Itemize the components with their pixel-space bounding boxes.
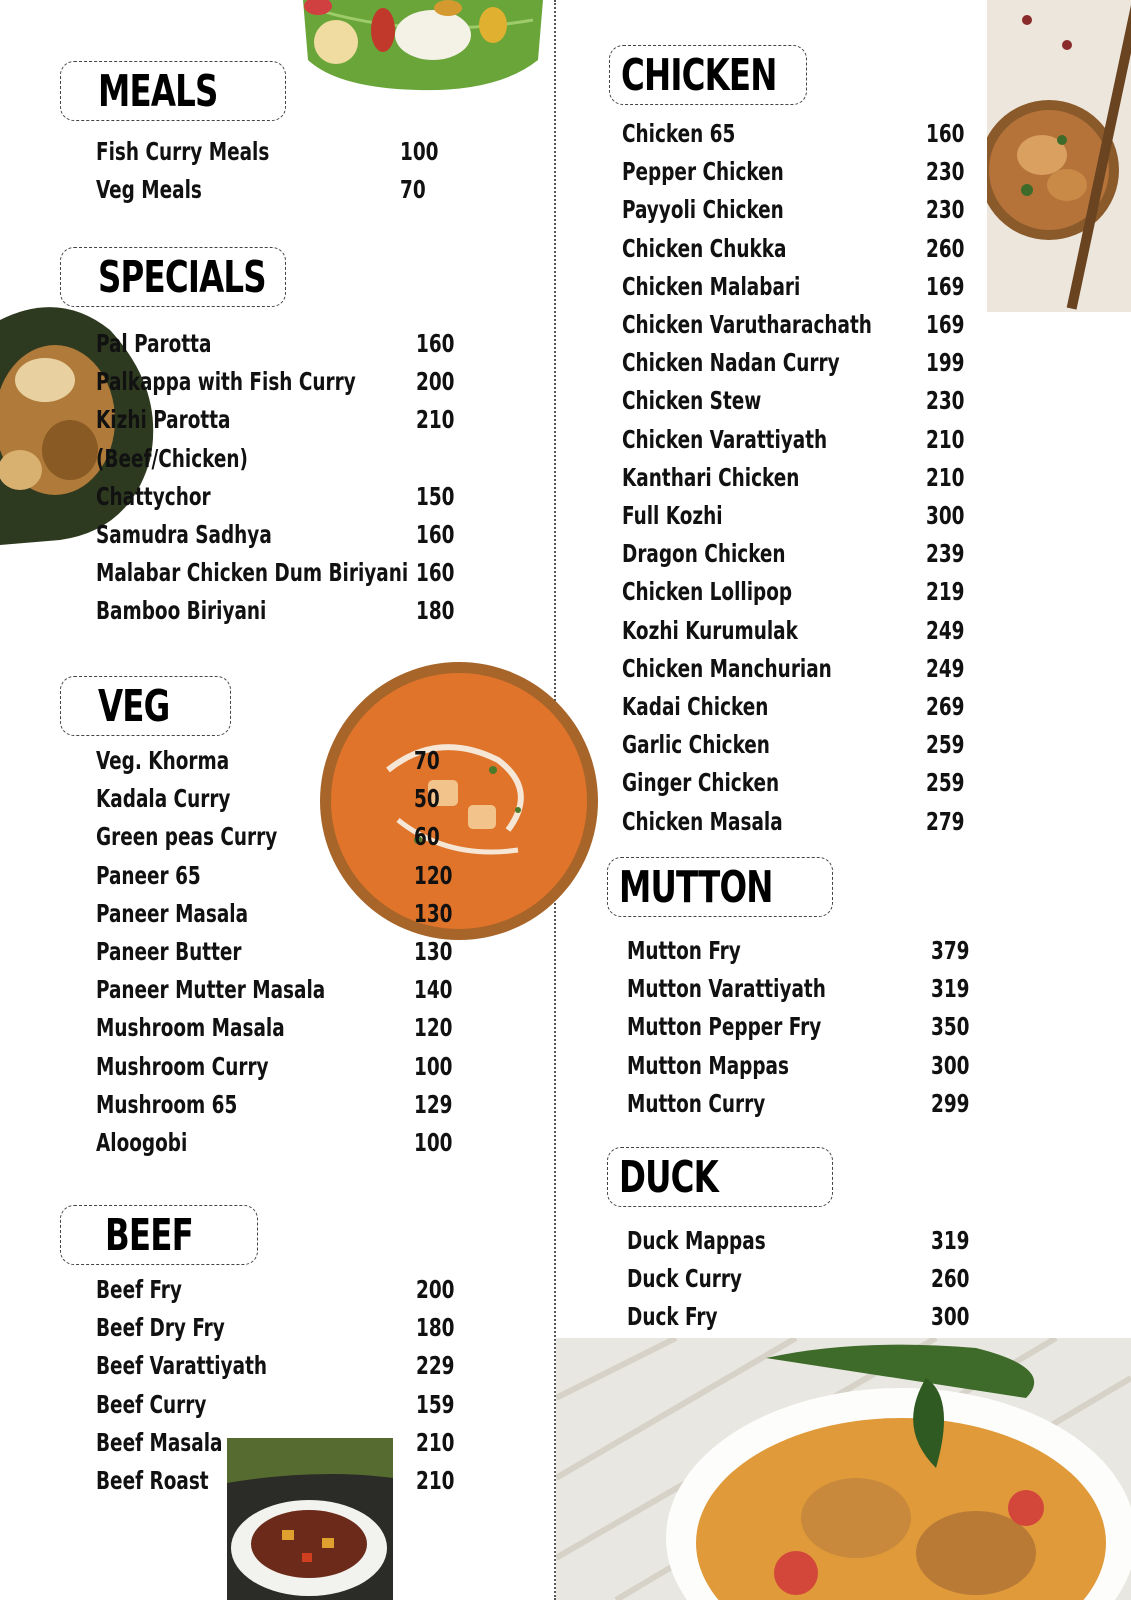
item-name: Paneer Mutter Masala — [96, 975, 326, 1005]
item-name: Paneer Masala — [96, 898, 249, 928]
item-price: 150 — [416, 481, 455, 511]
item-price: 300 — [931, 1050, 970, 1080]
item-name: Kozhi Kurumulak — [622, 615, 798, 645]
item-name: Ginger Chicken — [622, 768, 780, 798]
chicken-title: CHICKEN — [621, 50, 777, 101]
item-name: Mutton Fry — [627, 936, 741, 965]
item-name: Pal Parotta — [96, 329, 212, 358]
item-name: Beef Roast — [96, 1466, 209, 1495]
item-price: 319 — [931, 974, 970, 1004]
item-name: Paneer Butter — [96, 937, 242, 966]
item-price: 70 — [414, 746, 440, 775]
item-name: Veg. Khorma — [96, 746, 230, 775]
item-name: Chicken Nadan Curry — [622, 348, 840, 378]
item-name: Chicken Chukka — [622, 233, 787, 263]
item-name: Kanthari Chicken — [622, 462, 800, 492]
item-name: Kadala Curry — [96, 784, 231, 814]
item-name: Duck Mappas — [627, 1226, 766, 1255]
item-price: 279 — [926, 806, 965, 836]
item-name: Mutton Pepper Fry — [627, 1012, 822, 1042]
item-price: 100 — [414, 1051, 453, 1081]
item-name: Beef Curry — [96, 1389, 207, 1419]
item-price: 160 — [416, 520, 455, 549]
item-name: Garlic Chicken — [622, 730, 770, 760]
item-price: 60 — [414, 822, 440, 852]
veg-title: VEG — [98, 681, 170, 732]
item-price: 210 — [926, 424, 965, 454]
item-name: Palkappa with Fish Curry — [96, 367, 356, 397]
banana-leaf-meal-image — [298, 0, 548, 92]
item-price: 210 — [416, 1427, 455, 1457]
item-price: 259 — [926, 768, 965, 798]
item-name: Chicken Malabari — [622, 271, 801, 301]
item-name: Kizhi Parotta — [96, 405, 231, 435]
beef-title: BEEF — [105, 1210, 193, 1261]
item-name: Chicken Manchurian — [622, 653, 832, 683]
item-name: Mutton Curry — [627, 1088, 766, 1118]
chicken-curry-bowl-image — [987, 0, 1131, 312]
item-price: 300 — [926, 501, 965, 530]
item-price: 230 — [926, 195, 965, 225]
item-price: 120 — [414, 1013, 453, 1043]
beef-roast-plate-image — [227, 1438, 393, 1600]
item-name: Fish Curry Meals — [96, 137, 270, 166]
item-price: 129 — [414, 1089, 453, 1119]
item-name: Chicken Stew — [622, 386, 762, 416]
item-price: 210 — [416, 1466, 455, 1495]
item-price: 350 — [931, 1012, 970, 1042]
item-price: 100 — [400, 137, 439, 166]
item-price: 229 — [416, 1351, 455, 1381]
item-name: Samudra Sadhya — [96, 520, 272, 549]
item-price: 130 — [414, 898, 453, 928]
item-price: 239 — [926, 539, 965, 569]
item-price: 140 — [414, 975, 453, 1005]
item-price: 50 — [414, 784, 440, 814]
item-name: (Beef/Chicken) — [96, 443, 248, 473]
item-name: Paneer 65 — [96, 860, 201, 890]
item-price: 210 — [416, 405, 455, 435]
duck-title: DUCK — [619, 1152, 719, 1203]
item-name: Green peas Curry — [96, 822, 278, 852]
mutton-curry-bowl-image — [556, 1338, 1131, 1600]
item-name: Mushroom Curry — [96, 1051, 269, 1081]
item-name: Payyoli Chicken — [622, 195, 784, 225]
item-name: Chicken Masala — [622, 806, 783, 836]
item-price: 319 — [931, 1226, 970, 1255]
item-price: 180 — [416, 596, 455, 626]
item-name: Pepper Chicken — [622, 157, 784, 187]
item-price: 160 — [416, 329, 455, 358]
item-name: Chicken Lollipop — [622, 577, 793, 607]
item-name: Mutton Varattiyath — [627, 974, 826, 1004]
item-name: Dragon Chicken — [622, 539, 786, 569]
item-price: 70 — [400, 175, 426, 205]
item-name: Chattychor — [96, 481, 211, 511]
item-price: 180 — [416, 1313, 455, 1343]
item-price: 130 — [414, 937, 453, 966]
item-name: Malabar Chicken Dum Biriyani — [96, 558, 409, 588]
meals-title: MEALS — [98, 66, 218, 117]
item-price: 299 — [931, 1088, 970, 1118]
item-price: 219 — [926, 577, 965, 607]
item-name: Chicken 65 — [622, 119, 736, 148]
item-name: Mutton Mappas — [627, 1050, 789, 1080]
mutton-title: MUTTON — [619, 862, 773, 913]
item-name: Mushroom Masala — [96, 1013, 285, 1043]
item-price: 260 — [931, 1264, 970, 1294]
item-price: 169 — [926, 271, 965, 301]
item-name: Duck Curry — [627, 1264, 742, 1294]
item-name: Beef Fry — [96, 1275, 182, 1304]
item-name: Aloogobi — [96, 1128, 188, 1157]
item-price: 249 — [926, 653, 965, 683]
item-name: Chicken Varattiyath — [622, 424, 828, 454]
item-price: 159 — [416, 1389, 455, 1419]
item-price: 160 — [926, 119, 965, 148]
specials-title: SPECIALS — [98, 252, 266, 303]
item-price: 199 — [926, 348, 965, 378]
item-name: Duck Fry — [627, 1302, 718, 1332]
item-name: Veg Meals — [96, 175, 202, 205]
item-price: 169 — [926, 310, 965, 339]
item-price: 120 — [414, 860, 453, 890]
item-price: 100 — [414, 1128, 453, 1157]
item-price: 259 — [926, 730, 965, 760]
item-price: 200 — [416, 367, 455, 397]
item-price: 230 — [926, 157, 965, 187]
item-price: 300 — [931, 1302, 970, 1332]
item-price: 230 — [926, 386, 965, 416]
item-name: Beef Masala — [96, 1427, 223, 1457]
item-name: Mushroom 65 — [96, 1089, 238, 1119]
item-price: 160 — [416, 558, 455, 588]
item-name: Beef Varattiyath — [96, 1351, 268, 1381]
item-price: 379 — [931, 936, 970, 965]
item-price: 249 — [926, 615, 965, 645]
item-price: 269 — [926, 692, 965, 721]
item-name: Beef Dry Fry — [96, 1313, 225, 1343]
item-name: Kadai Chicken — [622, 692, 769, 721]
item-name: Bamboo Biriyani — [96, 596, 267, 626]
item-price: 200 — [416, 1275, 455, 1304]
item-name: Full Kozhi — [622, 501, 723, 530]
item-name: Chicken Varutharachath — [622, 310, 872, 339]
paneer-curry-bowl-image — [318, 660, 600, 942]
item-price: 260 — [926, 233, 965, 263]
item-price: 210 — [926, 462, 965, 492]
